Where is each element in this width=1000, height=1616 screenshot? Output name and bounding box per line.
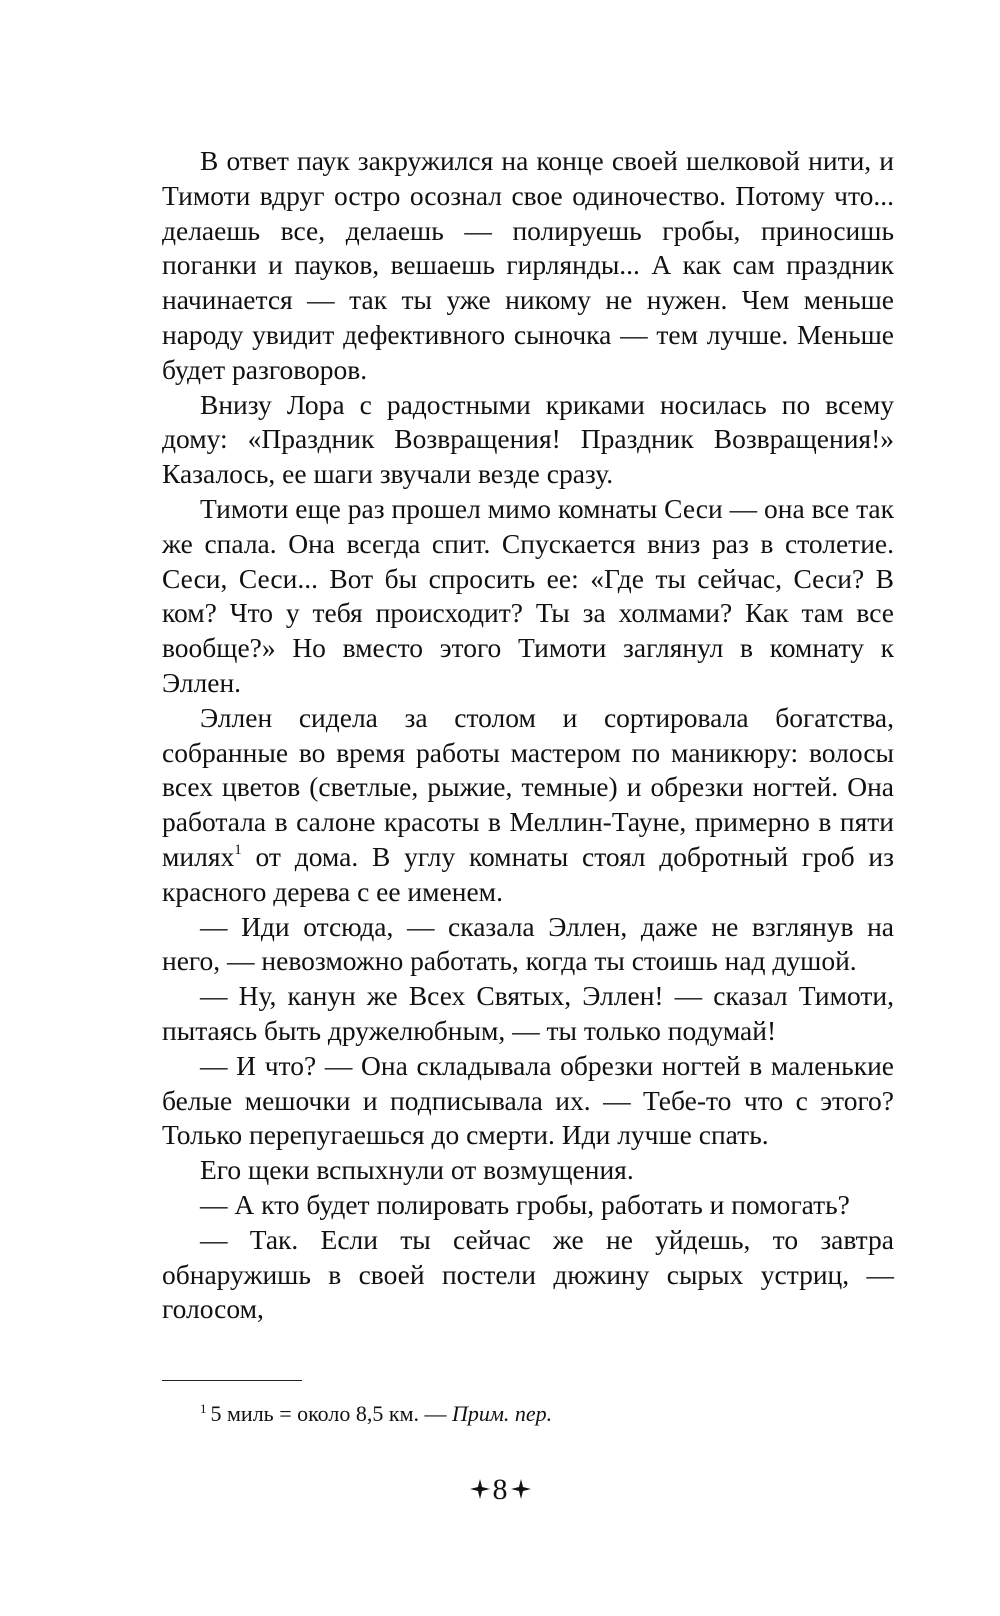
paragraph-6: — Ну, канун же Всех Святых, Эллен! — сказал Тимоти, пытаясь быть дружелюбным, — ты только подумай!: [162, 980, 894, 1046]
paragraph-10: — Так. Если ты сейчас же не уйдешь, то завтра обнаружишь в своей постели дюжину сырых устриц, — голосом,: [162, 1223, 894, 1325]
paragraph-4-start: Эллен сидела за столом и сортировала богатства, собранные во время работы мастером по маникюру: волосы всех цветов (светлые, рыжие, темные) и обрезки ногтей. Она работала в салоне красоты в Меллин-Тауне, примерно в пяти милях: [162, 701, 894, 872]
star-left-icon: [469, 1478, 491, 1500]
paragraph-2: Внизу Лора с радостными криками носилась по всему дому: «Праздник Возвращения! Праздник Возвращения!» Казалось, ее шаги звучали везде сразу.: [162, 388, 894, 490]
page-number-value: 8: [492, 1473, 508, 1506]
page-number: [0, 1470, 1000, 1510]
footnote-divider: [162, 1380, 302, 1381]
footnote: [200, 1400, 890, 1428]
paragraph-7: — И что? — Она складывала обрезки ногтей в маленькие белые мешочки и подписывала их. — Тебе-то что с этого? Только перепугаешься до смерти. Иди лучше спать.: [162, 1049, 894, 1151]
paragraph-8: Его щеки вспыхнули от возмущения.: [200, 1154, 634, 1186]
footnote-text: 5 миль = около 8,5 км. —: [210, 1401, 452, 1426]
body-text: [162, 144, 894, 1327]
paragraph-1: В ответ паук закружился на конце своей шелковой нити, и Тимоти вдруг остро осознал свое одиночество. Потому что... делаешь все, делаешь — полируешь гробы, приносишь поганки и пауков, вешаешь гирлянды... А как сам праздник начинается — так ты уже никому не нужен. Чем меньше народу увидит дефективного сыночка — тем лучше. Меньше будет разговоров.: [162, 145, 894, 385]
paragraph-4: [162, 701, 894, 910]
footnote-reference[interactable]: 1: [234, 841, 242, 858]
paragraph-3: Тимоти еще раз прошел мимо комнаты Сеси — она все так же спала. Она всегда спит. Спускается вниз раз в столетие. Сеси, Сеси... Вот бы спросить ее: «Где ты сейчас, Сеси? В ком? Что у тебя происходит? Ты за холмами? Как там все вообще?» Но вместо этого Тимоти заглянул в комнату к Эллен.: [162, 492, 894, 698]
footnote-translator-note: Прим. пер.: [451, 1401, 553, 1426]
paragraph-4-end: от дома. В углу комнаты стоял добротный гроб из красного дерева с ее именем.: [162, 840, 894, 907]
paragraph-9: — А кто будет полировать гробы, работать и помогать?: [200, 1188, 850, 1220]
footnote-marker: 1: [200, 1400, 207, 1416]
paragraph-5: — Иди отсюда, — сказала Эллен, даже не взглянув на него, — невозможно работать, когда ты стоишь над душой.: [162, 910, 894, 977]
star-right-icon: [510, 1478, 532, 1500]
